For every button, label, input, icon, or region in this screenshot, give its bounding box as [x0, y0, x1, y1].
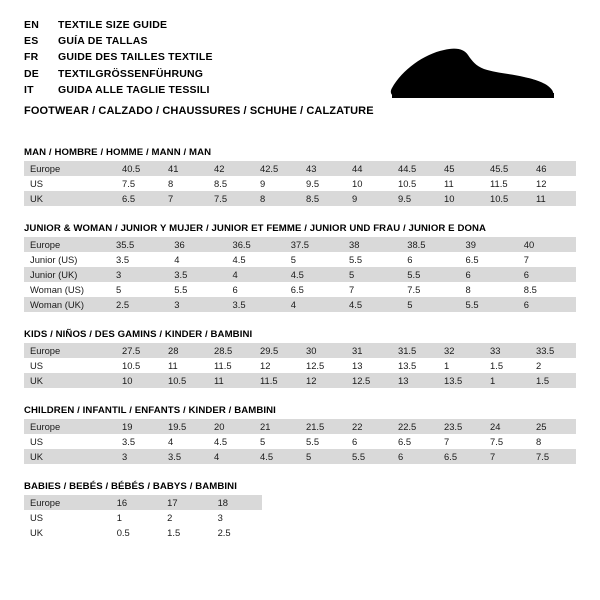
table-cell: 17 [161, 495, 211, 510]
table-cell: 8.5 [300, 191, 346, 206]
table-cell: 35.5 [110, 237, 168, 252]
size-group-junior-woman [24, 223, 576, 312]
table-cell: 33.5 [530, 343, 576, 358]
table-cell: 19 [116, 419, 162, 434]
table-cell: 2 [161, 510, 211, 525]
table-row [24, 237, 576, 252]
table-cell: 3.5 [116, 434, 162, 449]
language-code: DE [24, 67, 39, 80]
table-cell: 7.5 [116, 176, 162, 191]
page-title: FOOTWEAR / CALZADO / CHAUSSURES / SCHUHE / CALZATURE [24, 105, 374, 118]
size-table-junior-woman [24, 237, 576, 312]
table-row [24, 176, 576, 191]
table-cell: 27.5 [116, 343, 162, 358]
table-cell: 6 [518, 267, 576, 282]
table-cell: 4.5 [227, 252, 285, 267]
language-row [24, 18, 213, 34]
table-cell: 21 [254, 419, 300, 434]
row-label: UK [24, 373, 116, 388]
row-label: Europe [24, 419, 116, 434]
table-cell: 10.5 [116, 358, 162, 373]
table-cell: 10.5 [162, 373, 208, 388]
table-cell: 9.5 [392, 191, 438, 206]
table-cell: 6 [227, 282, 285, 297]
table-cell: 8 [530, 434, 576, 449]
table-cell: 20 [208, 419, 254, 434]
table-cell: 1 [111, 510, 161, 525]
table-cell: 3.5 [227, 297, 285, 312]
size-group-babies [24, 481, 576, 540]
table-cell: 7.5 [208, 191, 254, 206]
language-title: GUIDA ALLE TAGLIE TESSILI [58, 83, 210, 96]
table-cell: 44 [346, 161, 392, 176]
row-label: US [24, 510, 111, 525]
row-label: Europe [24, 495, 111, 510]
table-row [24, 449, 576, 464]
table-cell: 4 [168, 252, 226, 267]
table-cell: 12.5 [300, 358, 346, 373]
page-header [24, 18, 576, 130]
table-cell: 8 [460, 282, 518, 297]
table-cell: 1 [484, 373, 530, 388]
table-cell: 7.5 [530, 449, 576, 464]
table-cell: 2.5 [212, 525, 262, 540]
row-label: Woman (UK) [24, 297, 110, 312]
table-cell: 3.5 [110, 252, 168, 267]
table-cell: 7.5 [484, 434, 530, 449]
table-cell: 6.5 [285, 282, 343, 297]
table-row [24, 510, 262, 525]
table-cell: 38.5 [401, 237, 459, 252]
table-cell: 11 [438, 176, 484, 191]
table-cell: 3.5 [162, 449, 208, 464]
table-cell: 13 [346, 358, 392, 373]
language-row [24, 34, 213, 50]
table-cell: 18 [212, 495, 262, 510]
table-cell: 3 [116, 449, 162, 464]
language-row [24, 67, 213, 83]
table-row [24, 525, 262, 540]
table-row [24, 191, 576, 206]
table-row [24, 358, 576, 373]
table-cell: 11 [162, 358, 208, 373]
table-cell: 10 [346, 176, 392, 191]
row-label: Europe [24, 161, 116, 176]
table-cell: 11 [530, 191, 576, 206]
table-cell: 4.5 [208, 434, 254, 449]
table-cell: 38 [343, 237, 401, 252]
table-cell: 7 [162, 191, 208, 206]
language-row [24, 83, 213, 99]
table-cell: 36 [168, 237, 226, 252]
language-title: TEXTILE SIZE GUIDE [58, 19, 168, 31]
table-cell: 12.5 [346, 373, 392, 388]
table-row [24, 434, 576, 449]
group-title: CHILDREN / INFANTIL / ENFANTS / KINDER / BAMBINI [24, 405, 276, 416]
table-cell: 1.5 [530, 373, 576, 388]
table-cell: 8.5 [208, 176, 254, 191]
size-table-babies [24, 495, 262, 540]
table-row [24, 282, 576, 297]
table-cell: 3 [110, 267, 168, 282]
row-label: Europe [24, 237, 110, 252]
table-cell: 10 [116, 373, 162, 388]
table-cell: 1.5 [484, 358, 530, 373]
table-cell: 8 [162, 176, 208, 191]
size-table-man [24, 161, 576, 206]
table-cell: 6.5 [116, 191, 162, 206]
table-cell: 39 [460, 237, 518, 252]
table-cell: 4 [162, 434, 208, 449]
table-cell: 5.5 [401, 267, 459, 282]
table-cell: 7 [343, 282, 401, 297]
table-cell: 40 [518, 237, 576, 252]
size-table-children [24, 419, 576, 464]
table-row [24, 343, 576, 358]
table-row [24, 495, 262, 510]
table-cell: 5.5 [343, 252, 401, 267]
table-cell: 11.5 [254, 373, 300, 388]
table-cell: 5.5 [300, 434, 346, 449]
table-row [24, 161, 576, 176]
table-cell: 36.5 [227, 237, 285, 252]
table-cell: 12 [254, 358, 300, 373]
table-cell: 3 [168, 297, 226, 312]
table-cell: 5 [110, 282, 168, 297]
row-label: Junior (UK) [24, 267, 110, 282]
table-cell: 7 [518, 252, 576, 267]
table-cell: 32 [438, 343, 484, 358]
row-label: Woman (US) [24, 282, 110, 297]
table-cell: 5.5 [460, 297, 518, 312]
table-cell: 12 [300, 373, 346, 388]
table-cell: 7.5 [401, 282, 459, 297]
table-cell: 1 [438, 358, 484, 373]
table-cell: 6.5 [460, 252, 518, 267]
language-title: TEXTILGRÖSSENFÜHRUNG [58, 67, 204, 80]
language-row [24, 50, 213, 66]
table-cell: 9.5 [300, 176, 346, 191]
table-cell: 11 [208, 373, 254, 388]
table-cell: 33 [484, 343, 530, 358]
table-row [24, 419, 576, 434]
table-cell: 4.5 [285, 267, 343, 282]
table-cell: 1.5 [161, 525, 211, 540]
table-cell: 6 [346, 434, 392, 449]
table-cell: 6 [392, 449, 438, 464]
size-group-children [24, 405, 576, 464]
table-cell: 46 [530, 161, 576, 176]
table-cell: 5 [343, 267, 401, 282]
table-cell: 19.5 [162, 419, 208, 434]
row-label: UK [24, 449, 116, 464]
table-cell: 5 [401, 297, 459, 312]
group-title: BABIES / BEBÉS / BÉBÉS / BABYS / BAMBINI [24, 481, 237, 492]
table-cell: 13.5 [438, 373, 484, 388]
table-cell: 8 [254, 191, 300, 206]
table-cell: 10 [438, 191, 484, 206]
table-cell: 6.5 [392, 434, 438, 449]
table-cell: 6 [401, 252, 459, 267]
language-title-list [24, 18, 213, 99]
table-cell: 16 [111, 495, 161, 510]
table-cell: 24 [484, 419, 530, 434]
table-cell: 5 [285, 252, 343, 267]
table-cell: 13.5 [392, 358, 438, 373]
group-title: MAN / HOMBRE / HOMME / MANN / MAN [24, 147, 212, 158]
table-cell: 3 [212, 510, 262, 525]
size-table-kids [24, 343, 576, 388]
row-label: US [24, 434, 116, 449]
language-code: IT [24, 83, 34, 96]
table-cell: 45 [438, 161, 484, 176]
table-cell: 28.5 [208, 343, 254, 358]
table-row [24, 373, 576, 388]
table-cell: 42 [208, 161, 254, 176]
table-row [24, 297, 576, 312]
table-cell: 7 [484, 449, 530, 464]
table-cell: 29.5 [254, 343, 300, 358]
table-cell: 45.5 [484, 161, 530, 176]
size-group-kids [24, 329, 576, 388]
table-cell: 42.5 [254, 161, 300, 176]
table-cell: 9 [346, 191, 392, 206]
table-cell: 10.5 [484, 191, 530, 206]
table-cell: 6 [518, 297, 576, 312]
table-cell: 4 [227, 267, 285, 282]
table-cell: 28 [162, 343, 208, 358]
table-cell: 2 [530, 358, 576, 373]
table-cell: 40.5 [116, 161, 162, 176]
table-cell: 25 [530, 419, 576, 434]
table-cell: 23.5 [438, 419, 484, 434]
table-cell: 30 [300, 343, 346, 358]
table-cell: 31 [346, 343, 392, 358]
table-cell: 21.5 [300, 419, 346, 434]
group-title: KIDS / NIÑOS / DES GAMINS / KINDER / BAMBINI [24, 329, 253, 340]
table-cell: 5 [254, 434, 300, 449]
row-label: UK [24, 191, 116, 206]
table-cell: 4 [208, 449, 254, 464]
table-cell: 12 [530, 176, 576, 191]
row-label: Europe [24, 343, 116, 358]
dress-shoe-icon [372, 30, 572, 110]
table-cell: 5 [300, 449, 346, 464]
table-cell: 4.5 [254, 449, 300, 464]
row-label: UK [24, 525, 111, 540]
language-code: EN [24, 19, 39, 31]
table-cell: 5.5 [168, 282, 226, 297]
table-cell: 8.5 [518, 282, 576, 297]
row-label: Junior (US) [24, 252, 110, 267]
table-cell: 9 [254, 176, 300, 191]
table-cell: 3.5 [168, 267, 226, 282]
table-cell: 22 [346, 419, 392, 434]
table-cell: 7 [438, 434, 484, 449]
table-cell: 11.5 [484, 176, 530, 191]
row-label: US [24, 176, 116, 191]
row-label: US [24, 358, 116, 373]
language-code: ES [24, 35, 39, 48]
table-row [24, 252, 576, 267]
size-group-man [24, 147, 576, 206]
table-cell: 31.5 [392, 343, 438, 358]
table-cell: 37.5 [285, 237, 343, 252]
table-cell: 6 [460, 267, 518, 282]
table-cell: 41 [162, 161, 208, 176]
table-row [24, 267, 576, 282]
table-cell: 4.5 [343, 297, 401, 312]
language-title: GUÍA DE TALLAS [58, 35, 148, 48]
table-cell: 6.5 [438, 449, 484, 464]
table-cell: 5.5 [346, 449, 392, 464]
table-cell: 11.5 [208, 358, 254, 373]
table-cell: 22.5 [392, 419, 438, 434]
language-title: GUIDE DES TAILLES TEXTILE [58, 51, 213, 64]
table-cell: 43 [300, 161, 346, 176]
table-cell: 0.5 [111, 525, 161, 540]
group-title: JUNIOR & WOMAN / JUNIOR Y MUJER / JUNIOR ET FEMME / JUNIOR UND FRAU / JUNIOR E DONA [24, 223, 487, 234]
table-cell: 44.5 [392, 161, 438, 176]
table-cell: 10.5 [392, 176, 438, 191]
table-cell: 4 [285, 297, 343, 312]
table-cell: 13 [392, 373, 438, 388]
language-code: FR [24, 51, 39, 64]
table-cell: 2.5 [110, 297, 168, 312]
